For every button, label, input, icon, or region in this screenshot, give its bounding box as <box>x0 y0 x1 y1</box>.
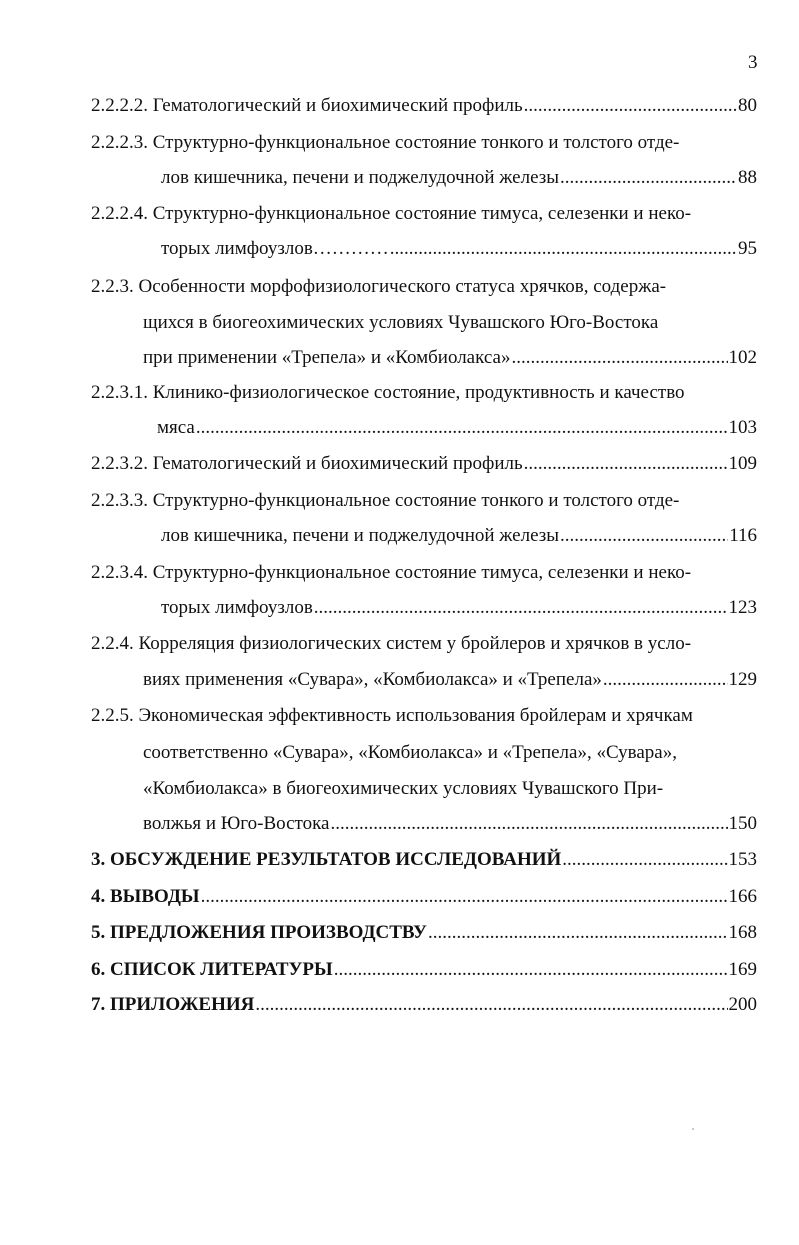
toc-entry-title: 2.2.3.2. Гематологический и биохимический профиль <box>91 453 523 474</box>
toc-leader-dots <box>255 993 727 1017</box>
toc-entry-2-2-3-2 <box>91 452 757 476</box>
toc-entry-title: лов кишечника, печени и поджелудочной железы <box>161 525 560 546</box>
toc-leader-dots <box>428 921 728 945</box>
toc-leader-dots <box>201 885 728 909</box>
toc-page-number: 88 <box>738 167 757 188</box>
toc-leader-dots <box>560 524 728 548</box>
toc-page-number: 123 <box>728 597 757 618</box>
toc-entry-2-2-4-line1: 2.2.4. Корреляция физиологических систем у бройлеров и хрячков в усло- <box>91 633 692 654</box>
toc-entry-2-2-3-1 <box>157 416 757 440</box>
scan-speck <box>692 1128 694 1130</box>
toc-entry-chapter-3 <box>91 848 757 872</box>
toc-entry-title: торых лимфоузлов <box>161 597 313 618</box>
toc-leader-dots <box>511 346 727 370</box>
toc-leader-dots <box>560 166 737 190</box>
toc-entry-2-2-5-line1: 2.2.5. Экономическая эффективность использования бройлерам и хрячкам <box>91 705 693 726</box>
toc-entry-2-2-3-3 <box>161 524 757 548</box>
toc-entry-title: 2.2.2.2. Гематологический и биохимический профиль <box>91 95 523 116</box>
toc-page-number: 169 <box>728 959 757 980</box>
toc-entry-title: волжья и Юго-Востока <box>143 813 330 834</box>
toc-entry-chapter-4 <box>91 885 757 909</box>
toc-leader-dots <box>524 452 728 476</box>
toc-entry-2-2-3-4 <box>161 596 757 620</box>
toc-entry-title: 7. ПРИЛОЖЕНИЯ <box>91 994 255 1015</box>
toc-entry-title: 6. СПИСОК ЛИТЕРАТУРЫ <box>91 959 333 980</box>
toc-entry-title: 3. ОБСУЖДЕНИЕ РЕЗУЛЬТАТОВ ИССЛЕДОВАНИЙ <box>91 849 562 870</box>
toc-leader-dots <box>334 958 728 982</box>
toc-leader-dots <box>314 596 728 620</box>
toc-page-number: 116 <box>729 525 757 546</box>
toc-entry-2-2-5-line2: соответственно «Сувара», «Комбиолакса» и «Трепела», «Сувара», <box>143 742 677 763</box>
toc-page-number: 80 <box>738 95 757 116</box>
toc-page-number: 168 <box>728 922 757 943</box>
toc-leader-dots <box>196 416 728 440</box>
page-number: 3 <box>748 52 758 73</box>
toc-page-number: 150 <box>728 813 757 834</box>
toc-page-number: 200 <box>728 994 757 1015</box>
toc-page-number: 129 <box>728 669 757 690</box>
toc-entry-title: виях применения «Сувара», «Комбиолакса» и «Трепела» <box>143 669 602 690</box>
toc-leader-dots <box>330 812 727 836</box>
toc-page-number: 95 <box>738 238 757 259</box>
toc-leader-dots <box>603 668 728 692</box>
toc-entry-chapter-7 <box>91 993 757 1017</box>
toc-page-number: 102 <box>728 347 757 368</box>
toc-page-number: 109 <box>728 453 757 474</box>
toc-entry-title: торых лимфоузлов………… <box>161 238 389 259</box>
toc-leader-dots <box>562 848 727 872</box>
toc-entry-title: 4. ВЫВОДЫ <box>91 886 200 907</box>
toc-page-number: 153 <box>728 849 757 870</box>
toc-entry-title: мяса <box>157 417 195 438</box>
toc-entry-2-2-5-line3: «Комбиолакса» в биогеохимических условиях Чувашского При- <box>143 778 664 799</box>
toc-leader-dots <box>390 237 737 261</box>
toc-entry-2-2-2-3-line1: 2.2.2.3. Структурно-функциональное состояние тонкого и толстого отде- <box>91 132 680 153</box>
toc-entry-2-2-3-3-line1: 2.2.3.3. Структурно-функциональное состояние тонкого и толстого отде- <box>91 490 680 511</box>
toc-entry-2-2-3-4-line1: 2.2.3.4. Структурно-функциональное состояние тимуса, селезенки и неко- <box>91 562 692 583</box>
toc-page-number: 166 <box>728 886 757 907</box>
toc-entry-2-2-2-4 <box>161 237 757 261</box>
toc-entry-title: 5. ПРЕДЛОЖЕНИЯ ПРОИЗВОДСТВУ <box>91 922 427 943</box>
toc-entry-title: лов кишечника, печени и поджелудочной железы <box>161 167 560 188</box>
toc-leader-dots <box>524 94 737 118</box>
toc-entry-2-2-5 <box>143 812 757 836</box>
toc-entry-2-2-3-line1: 2.2.3. Особенности морфофизиологического статуса хрячков, содержа- <box>91 276 667 297</box>
toc-entry-2-2-2-4-line1: 2.2.2.4. Структурно-функциональное состояние тимуса, селезенки и неко- <box>91 203 692 224</box>
toc-entry-chapter-6 <box>91 958 757 982</box>
toc-entry-2-2-4 <box>143 668 757 692</box>
toc-entry-2-2-3-1-line1: 2.2.3.1. Клинико-физиологическое состояние, продуктивность и качество <box>91 382 685 403</box>
toc-entry-title: при применении «Трепела» и «Комбиолакса» <box>143 347 511 368</box>
toc-entry-2-2-3-line2: щихся в биогеохимических условиях Чувашского Юго-Востока <box>143 312 659 333</box>
toc-page-number: 103 <box>728 417 757 438</box>
toc-entry-chapter-5 <box>91 921 757 945</box>
toc-entry-2-2-3 <box>143 346 757 370</box>
toc-entry-2-2-2-2 <box>91 94 757 118</box>
toc-entry-2-2-2-3 <box>161 166 757 190</box>
